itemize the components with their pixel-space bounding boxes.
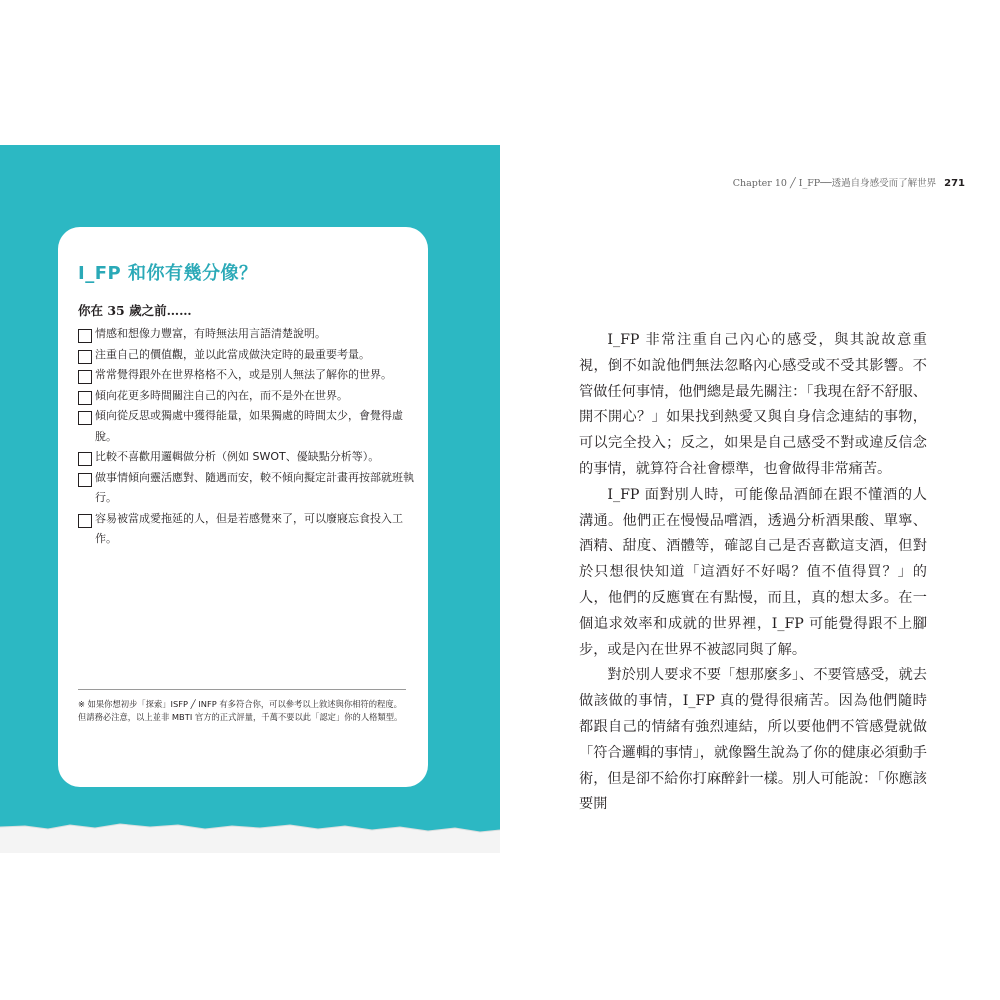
checkbox[interactable] [78,514,92,528]
body-paragraph: 對於別人要求不要「想那麼多」、不要管感受，就去做該做的事情，I_FP 真的覺得很痛苦。因為他們隨時都跟自己的情緒有強烈連結，所以要他們不管感覺就做「符合邏輯的事情」，就像醫生說為了你的健康必須動手術，但是卻不給你打麻醉針一樣。別人可能說：「你應該要開 [579,667,927,813]
checklist-item [78,388,418,407]
checklist-item [78,511,418,550]
checklist-item [78,449,418,468]
footnote-divider [78,689,406,690]
checklist-item-text: 傾向從反思或獨處中獲得能量，如果獨處的時間太少，會覺得虛脫。 [95,409,403,443]
checklist-item-text: 傾向花更多時間關注自己的內在，而不是外在世界。 [95,388,348,402]
checkbox[interactable] [78,411,92,425]
checklist-item-text: 情感和想像力豐富，有時無法用言語清楚說明。 [95,327,326,340]
checklist-item [78,347,418,366]
checkbox[interactable] [78,452,92,466]
left-page-teal-panel [0,145,500,853]
torn-paper-edge [0,813,500,853]
checklist-item-text: 容易被當成愛拖延的人，但是若感覺來了，可以廢寢忘食投入工作。 [95,511,403,545]
checklist-item-text: 比較不喜歡用邏輯做分析（例如 SWOT、優缺點分析等）。 [95,450,380,463]
checkbox[interactable] [78,350,92,364]
footnote: ※ 如果你想初步「探索」ISFP ╱ INFP 有多符合你，可以參考以上敘述與你相符的程度。但請務必注意，以上並非 MBTI 官方的正式評量，千萬不要以此「認定」你的人格類型。 [78,699,403,722]
page-number: 271 [944,178,965,189]
checkbox[interactable] [78,370,92,384]
running-head [733,175,965,189]
checklist-item-text: 做事情傾向靈活應對、隨遇而安，較不傾向擬定計畫再按部就班執行。 [95,470,414,504]
checklist [78,326,418,552]
body-paragraph: I_FP 面對別人時，可能像品酒師在跟不懂酒的人溝通。他們正在慢慢品嚐酒，透過分析酒果酸、單寧、酒精、甜度、酒體等，確認自己是否喜歡這支酒，但對於只想很快知道「這酒好不好喝？值不值得買？」的人，他們的反應實在有點慢，而且，真的想太多。在一個追求效率和成就的世界裡，I_FP 可能覺得跟不上腳步，或是內在世界不被認同與了解。 [579,486,927,658]
quiz-title: I_FP 和你有幾分像？ [78,263,258,284]
checklist-item [78,367,418,386]
checklist-item [78,326,418,345]
body-text [579,328,927,818]
checklist-item-text: 注重自己的價值觀，並以此當成做決定時的最重要考量。 [95,347,370,361]
quiz-subtitle: 你在 35 歲之前…… [78,303,192,318]
checklist-item-text: 常常覺得跟外在世界格格不入，或是別人無法了解你的世界。 [95,368,392,381]
quiz-card [58,227,428,787]
body-paragraph: I_FP 非常注重自己內心的感受，與其說故意重視，倒不如說他們無法忽略內心感受或不受其影響。不管做任何事情，他們總是最先關注：「我現在舒不舒服、開不開心？」如果找到熱愛又與自身信念連結的事物，可以完全投入；反之，如果是自己感受不對或違反信念的事情，就算符合社會標準，也會做得非常痛苦。 [579,332,927,477]
checkbox[interactable] [78,329,92,343]
running-head-title: Chapter 10 ╱ I_FP──透過自身感受而了解世界 [732,178,937,189]
checkbox[interactable] [78,391,92,405]
checklist-item [78,408,418,447]
checkbox[interactable] [78,473,92,487]
checklist-item [78,470,418,509]
